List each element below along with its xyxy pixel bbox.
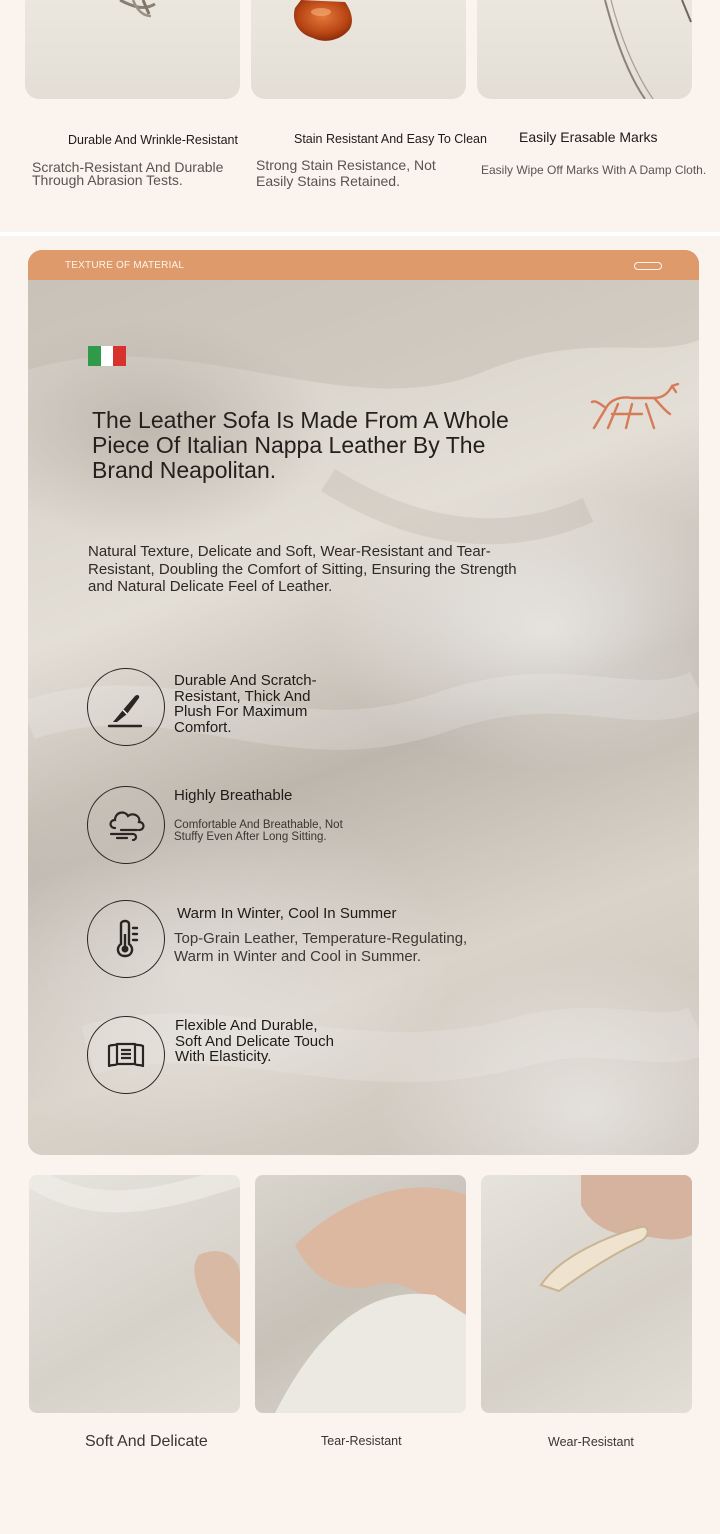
photo-caption-soft: Soft And Delicate	[85, 1433, 208, 1450]
breathable-cloud-icon	[87, 786, 165, 864]
card-subtext: Natural Texture, Delicate and Soft, Wear-Resistant and Tear-Resistant, Doubling the Comfort of Sitting, Ensuring the Strength and Natural Delicate Feel of Leather.	[88, 543, 517, 595]
top-feature-desc-3: Easily Wipe Off Marks With A Damp Cloth.	[481, 163, 707, 177]
section-divider	[0, 232, 720, 236]
card-headline: The Leather Sofa Is Made From A Whole Piece Of Italian Nappa Leather By The Brand Neapolitan.	[92, 407, 509, 483]
brand-bull-logo-icon	[588, 380, 682, 432]
tear-resistant-photo	[255, 1175, 466, 1413]
top-feature-title-3: Easily Erasable Marks	[519, 129, 658, 145]
feature-title-temperature: Warm In Winter, Cool In Summer	[177, 905, 397, 922]
stain-resistant-photo	[251, 0, 466, 99]
erasable-marks-photo	[477, 0, 692, 99]
feature-title-flexible: Flexible And Durable, Soft And Delicate Touch With Elasticity.	[175, 1017, 334, 1065]
photo-caption-tear: Tear-Resistant	[321, 1434, 402, 1448]
card-header-pill-icon	[634, 262, 662, 270]
thermometer-icon	[87, 900, 165, 978]
material-texture-card	[28, 250, 699, 1155]
italy-flag-icon	[88, 346, 126, 366]
photo-caption-wear: Wear-Resistant	[548, 1435, 634, 1449]
card-header-title: TEXTURE OF MATERIAL	[65, 260, 185, 271]
feature-desc-temperature: Top-Grain Leather, Temperature-Regulating, Warm in Winter and Cool in Summer.	[174, 930, 468, 965]
wear-resistant-photo	[481, 1175, 692, 1413]
card-header-bar	[28, 250, 699, 280]
feature-title-breathable: Highly Breathable	[174, 787, 293, 804]
top-feature-desc-1: Scratch-Resistant And Durable Through Abrasion Tests.	[32, 159, 224, 188]
top-feature-desc-2: Strong Stain Resistance, Not Easily Stains Retained.	[256, 157, 436, 189]
top-feature-title-2: Stain Resistant And Easy To Clean	[294, 132, 487, 146]
soft-delicate-photo	[29, 1175, 240, 1413]
feature-desc-breathable: Comfortable And Breathable, Not Stuffy Even After Long Sitting.	[174, 819, 343, 843]
stretch-fabric-icon	[87, 1016, 165, 1094]
wrinkle-resistant-photo	[25, 0, 240, 99]
feature-title-durable: Durable And Scratch-Resistant, Thick And Plush For Maximum Comfort.	[174, 672, 317, 736]
top-feature-section	[0, 0, 720, 232]
top-feature-title-1: Durable And Wrinkle-Resistant	[68, 133, 238, 147]
scalpel-icon	[87, 668, 165, 746]
